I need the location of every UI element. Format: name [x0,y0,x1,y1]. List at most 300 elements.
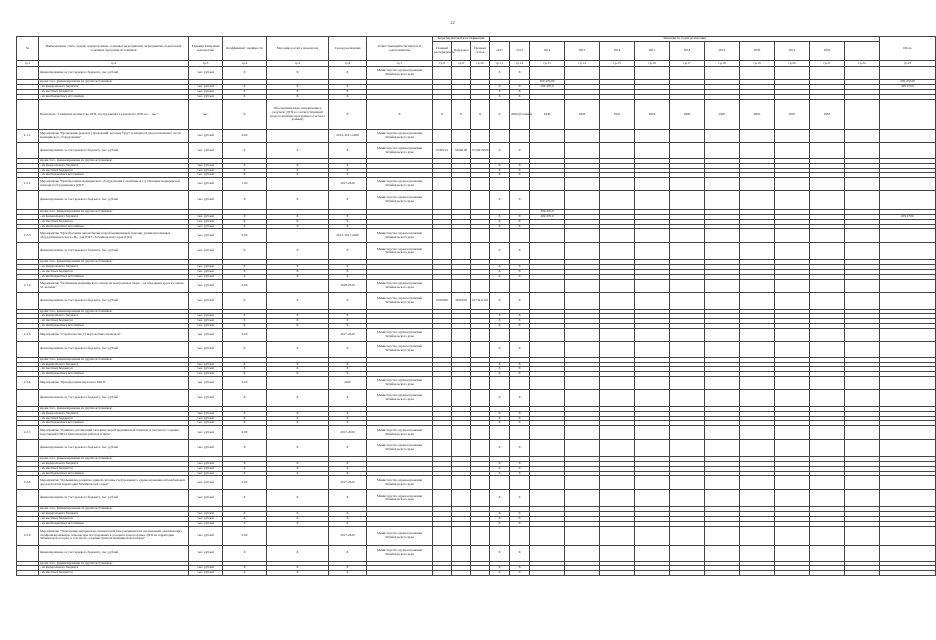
row-coefficient: X [223,67,267,80]
row-year-value [810,526,845,545]
row-deadline: X [329,168,367,173]
row-unit: тыс. рублей [189,476,223,490]
row-year-value [565,426,600,440]
row-year-value [810,426,845,440]
row-year-value: X [510,85,530,90]
row-spacer [845,426,880,440]
row-year-value: X [510,67,530,80]
column-index-cell: гр.9 [452,61,471,67]
row-deadline: X [329,143,367,159]
row-budget-code [433,490,452,507]
row-responsible: Министерство здравоохранения Забайкальского края [367,376,433,389]
row-unit: тыс. рублей [189,214,223,219]
col-deadline: Сроки реализации [329,37,367,61]
row-method [267,328,329,341]
row-year-value [565,191,600,210]
row-year-value [530,229,565,243]
row-year-value [600,130,635,143]
row-year-value: 2925 [600,100,635,130]
row-deadline: 2020 [329,376,367,389]
row-deadline: X [329,466,367,471]
row-year-value [490,178,510,191]
row-coefficient: X [223,461,267,466]
row-year-value [565,376,600,389]
row-coefficient: X [223,571,267,576]
row-year-value [740,243,775,260]
row-year-value [600,490,635,507]
row-method: X [267,243,329,260]
row-deadline: X [329,521,367,526]
row-total [880,490,936,507]
row-responsible: Министерство здравоохранения Забайкальского края [367,292,433,309]
row-year-value [510,328,530,341]
row-budget-code [452,545,471,561]
row-name: Мероприятие "Укрепление материально-технической базы медицинских организаций, оказывающих специализированную помощь при пострадавших в дорожно-транспортных ДТП на территории Забайкальского края, в том числе создание пунктов медицинской помощи" [39,526,189,545]
row-year-value: X [510,243,530,260]
col-year: 2016 [600,42,635,61]
table-row [17,376,936,389]
row-year-value [530,389,565,406]
row-year-value [565,571,600,576]
row-method [267,476,329,490]
row-spacer [845,243,880,260]
row-year-value: X [490,319,510,324]
row-unit: тыс. рублей [189,416,223,421]
row-coefficient: X [223,323,267,328]
row-year-value [670,178,705,191]
col-year: 2022 [810,42,845,61]
row-unit: тыс. рублей [189,372,223,377]
column-index-cell: гр.12 [510,61,530,67]
row-year-value [705,328,740,341]
row-deadline: 2017-2020 [329,476,367,490]
row-year-value [705,243,740,260]
row-year-value [775,67,810,80]
row-year-value [775,243,810,260]
row-budget-code [433,191,452,210]
row-responsible: Министерство здравоохранения Забайкальского края [367,67,433,80]
row-responsible: Министерство здравоохранения Забайкальского края [367,328,433,341]
row-year-value: X [490,421,510,426]
row-budget-code [452,243,471,260]
row-method: X [267,372,329,377]
row-year-value [635,178,670,191]
row-year-value: X [490,466,510,471]
row-total [880,376,936,389]
col-budget-sub: Главный распорядитель [433,42,452,61]
row-year-value [705,545,740,561]
table-row [17,143,936,159]
row-year-value [600,229,635,243]
row-total [880,571,936,576]
row-year-value [600,191,635,210]
row-year-value: X [510,471,530,476]
row-year-value [510,130,530,143]
row-number [17,191,39,210]
row-year-value: X [490,521,510,526]
row-year-value: X [490,471,510,476]
row-budget-code: 4910018 [452,292,471,309]
row-year-value [775,191,810,210]
row-year-value [775,440,810,457]
col-year: 2020 [740,42,775,61]
row-budget-code [452,67,471,80]
row-year-value [565,229,600,243]
row-year-value: X [490,416,510,421]
row-spacer [845,67,880,80]
row-responsible: X [367,100,433,130]
row-total: 209 470,00 [880,80,936,85]
row-year-value [705,476,740,490]
row-year-value [600,440,635,457]
row-year-value [775,426,810,440]
row-year-value [810,389,845,406]
row-year-value [565,490,600,507]
row-name: - из внебюджетных источников [39,421,189,426]
row-year-value [810,229,845,243]
row-year-value [740,571,775,576]
row-method: X [267,490,329,507]
row-year-value [810,440,845,457]
row-year-value [490,476,510,490]
row-budget-code [452,191,471,210]
row-year-value: X [490,85,510,90]
row-year-value [565,341,600,357]
row-year-value: X [510,191,530,210]
col-year: 2021 [775,42,810,61]
row-year-value [600,279,635,292]
row-year-value: X [510,362,530,367]
row-name: - из федерального бюджета [39,362,189,367]
page-number: 22 [450,20,455,25]
row-unit: тыс. рублей [189,95,223,100]
row-method: X [267,214,329,219]
row-spacer [845,476,880,490]
row-unit: тыс. рублей [189,219,223,224]
row-budget-code [452,376,471,389]
row-budget-code [433,279,452,292]
row-year-value [670,440,705,457]
row-year-value [635,526,670,545]
row-budget-code [433,341,452,357]
row-unit: тыс. рублей [189,466,223,471]
row-unit: тыс. рублей [189,90,223,95]
row-name: финансирование за счет краевого бюджета, тыс. рублей [39,490,189,507]
row-number [17,490,39,507]
col-values-group: Значения по годам реализации [490,37,880,42]
column-index-cell: гр.4 [223,61,267,67]
row-year-value [530,376,565,389]
table-row [17,130,936,143]
row-year-value [635,191,670,210]
row-budget-code [471,328,490,341]
row-deadline: X [329,214,367,219]
row-year-value [775,143,810,159]
row-year-value [600,476,635,490]
row-name: - из внебюджетных источников [39,323,189,328]
row-budget-code [452,328,471,341]
row-budget-code [452,426,471,440]
row-budget-code [452,389,471,406]
row-unit: тыс. рублей [189,526,223,545]
row-year-value [810,67,845,80]
row-coefficient: 0,00 [223,426,267,440]
row-year-value: X [510,367,530,372]
row-year-value [600,178,635,191]
row-year-value [510,178,530,191]
row-year-value: X [490,341,510,357]
row-year-value [600,545,635,561]
row-year-value [490,526,510,545]
row-budget-code [433,476,452,490]
row-method [267,130,329,143]
row-year-value: X [510,440,530,457]
row-total [880,191,936,210]
column-index-cell: гр.16 [635,61,670,67]
row-method: X [267,466,329,471]
row-total [880,389,936,406]
row-method: X [267,411,329,416]
row-name: кроме того, финансирование из других источников: [39,80,189,85]
row-year-value: X [510,168,530,173]
row-year-value [600,376,635,389]
row-name: - из федерального бюджета [39,314,189,319]
table-row [17,178,936,191]
row-coefficient: 0,00 [223,376,267,389]
row-number: 2.1.1. [17,130,39,143]
row-coefficient: X [223,319,267,324]
row-coefficient: 0,00 [223,130,267,143]
row-year-value [670,191,705,210]
table-body [17,67,936,576]
column-index-cell: гр.14 [565,61,600,67]
row-method: X [267,90,329,95]
row-deadline: 2014, 2017-2020 [329,229,367,243]
row-method: X [267,95,329,100]
row-method [267,526,329,545]
row-coefficient: 0,00 [223,526,267,545]
row-method: X [267,67,329,80]
row-year-value [490,130,510,143]
row-year-value [705,279,740,292]
row-name: - из федерального бюджета [39,163,189,168]
row-year-value [810,279,845,292]
table-row [17,389,936,406]
row-coefficient: X [223,163,267,168]
row-year-value [510,229,530,243]
row-coefficient: X [223,471,267,476]
row-year-value [600,389,635,406]
row-responsible: Министерство здравоохранения Забайкальского края [367,243,433,260]
row-budget-code [433,243,452,260]
row-year-value: 2005 [775,100,810,130]
row-year-value [530,292,565,309]
row-name: - из местных бюджетов [39,168,189,173]
row-deadline: X [329,372,367,377]
row-deadline: X [329,85,367,90]
col-coef: Коэффициент значимости [223,37,267,61]
row-unit: тыс. рублей [189,319,223,324]
column-index-cell: гр.23 [880,61,936,67]
row-year-value [775,526,810,545]
row-responsible: Министерство здравоохранения Забайкальского края [367,279,433,292]
row-year-value [740,191,775,210]
row-year-value [705,143,740,159]
row-name: финансирование за счет краевого бюджета, тыс. рублей [39,292,189,309]
row-number: 2.2.8. [17,476,39,490]
row-unit: тыс. рублей [189,421,223,426]
row-year-value [670,328,705,341]
table-header [17,37,936,67]
row-method: X [267,416,329,421]
table-row [17,440,936,457]
row-method: X [267,367,329,372]
row-spacer [845,440,880,457]
row-deadline: X [329,440,367,457]
row-year-value: X [510,274,530,279]
row-name: - из внебюджетных источников [39,274,189,279]
row-method: X [267,516,329,521]
row-unit: тыс. рублей [189,269,223,274]
row-year-value: X [510,521,530,526]
row-year-value: X [490,389,510,406]
row-year-value [705,376,740,389]
row-year-value: X [490,191,510,210]
row-year-value [510,476,530,490]
row-coefficient: X [223,173,267,178]
row-budget-code: 52200,00 [452,143,471,159]
row-name: - из местных бюджетов [39,571,189,576]
row-method: X [267,545,329,561]
row-coefficient: X [223,389,267,406]
row-deadline: X [329,566,367,571]
row-year-value [565,292,600,309]
row-name: финансирование за счет краевого бюджета, тыс. рублей [39,545,189,561]
row-year-value: X [510,466,530,471]
row-year-value [600,571,635,576]
row-year-value [740,279,775,292]
col-year: 2013 [510,42,530,61]
row-spacer [845,279,880,292]
row-year-value: 2940 [530,100,565,130]
row-coefficient: X [223,512,267,517]
row-total [880,476,936,490]
row-name: - из внебюджетных источников [39,521,189,526]
row-budget-code [471,130,490,143]
row-year-value [530,243,565,260]
row-number: 2.1.4. [17,279,39,292]
row-name: - из внебюджетных источников [39,95,189,100]
row-coefficient: X [223,341,267,357]
row-budget-code [433,526,452,545]
row-coefficient: X [223,292,267,309]
row-spacer [845,292,880,309]
row-year-value [775,490,810,507]
row-responsible: Министерство здравоохранения Забайкальского края [367,476,433,490]
row-number [17,67,39,80]
row-method: X [267,269,329,274]
row-year-value: X [490,265,510,270]
row-unit: тыс. рублей [189,411,223,416]
row-year-value: X [510,323,530,328]
row-total [880,426,936,440]
row-year-value: X [490,490,510,507]
row-coefficient: X [223,521,267,526]
row-name: кроме того, финансирование из других источников: [39,210,189,215]
row-number: 2.2.9. [17,526,39,545]
col-year: 2017 [635,42,670,61]
col-total: Итого [880,37,936,61]
col-year-spacer [845,42,880,61]
row-year-value [740,67,775,80]
row-name: Мероприятие "Дальнейшее развитие единой системы трехуровневого здравоохранения автомобильной дороги на всей территории Забайкальского края" [39,476,189,490]
row-spacer [845,389,880,406]
row-year-value: X [510,389,530,406]
row-year-value [635,426,670,440]
row-coefficient: X [223,362,267,367]
row-budget-code [452,440,471,457]
row-unit: тыс. рублей [189,362,223,367]
row-year-value: X [510,219,530,224]
row-name: финансирование за счет краевого бюджета, тыс. рублей [39,191,189,210]
row-year-value [565,476,600,490]
row-spacer [845,130,880,143]
row-budget-code: 0530214 [433,143,452,159]
row-year-value [740,292,775,309]
row-year-value [670,279,705,292]
row-year-value: X [490,323,510,328]
row-year-value [600,143,635,159]
row-deadline: X [329,319,367,324]
row-method [267,279,329,292]
row-method: X [267,163,329,168]
row-year-value [705,191,740,210]
row-year-value [530,130,565,143]
column-index-cell: гр.20 [775,61,810,67]
row-number [17,341,39,357]
row-spacer [845,526,880,545]
row-coefficient: X [223,372,267,377]
row-name: - из местных бюджетов [39,90,189,95]
row-year-value [740,490,775,507]
table-row [17,67,936,80]
row-deadline: 2018-2020 [329,279,367,292]
row-budget-code [433,571,452,576]
row-year-value [565,545,600,561]
row-budget-code [471,229,490,243]
row-year-value [670,476,705,490]
row-name: - из внебюджетных источников [39,224,189,229]
row-budget-code [452,229,471,243]
row-budget-code [433,130,452,143]
row-year-value [775,376,810,389]
row-number [17,545,39,561]
row-deadline: X [329,163,367,168]
row-budget-code [433,229,452,243]
row-year-value: X [510,545,530,561]
row-year-value: X [490,314,510,319]
table-row [17,526,936,545]
row-deadline: X [329,243,367,260]
col-year: 2018 [670,42,705,61]
row-deadline: X [329,341,367,357]
row-number: 2.2.6. [17,376,39,389]
row-year-value [530,440,565,457]
row-unit: тыс. рублей [189,545,223,561]
row-year-value [740,229,775,243]
row-year-value [670,389,705,406]
table-row [17,191,936,210]
